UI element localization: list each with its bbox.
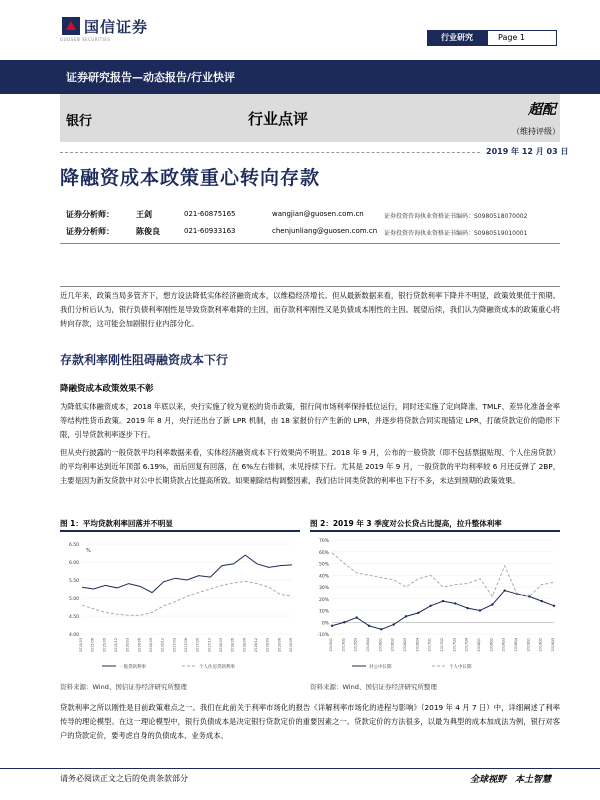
rating: 超配 bbox=[528, 102, 556, 118]
y-tick-label: 5.50 bbox=[68, 579, 79, 584]
series-line-1 bbox=[332, 591, 554, 630]
legend-label: 个人中长期 bbox=[449, 665, 472, 670]
x-tick-label: 2015/12 bbox=[114, 638, 118, 653]
figure-1-title: 图 1：平均贷款利率回落并不明显 bbox=[60, 519, 173, 528]
divider bbox=[60, 286, 560, 287]
x-tick-label: 2017Q3 bbox=[452, 638, 457, 652]
x-tick-label: 2016Q1 bbox=[378, 638, 383, 652]
figure-1-rule bbox=[60, 530, 300, 532]
slogan: 全球视野 本土智慧 bbox=[470, 775, 552, 785]
data-point bbox=[540, 600, 542, 602]
analyst-name: 王剑 bbox=[136, 210, 152, 219]
divider bbox=[60, 152, 480, 153]
footer-rule bbox=[0, 768, 600, 769]
subsection-heading: 降融资成本政策效果不彰 bbox=[60, 384, 154, 394]
analyst-phone: 021-60875165 bbox=[184, 210, 236, 218]
analyst-name: 陈俊良 bbox=[136, 227, 160, 236]
guosen-logo-icon bbox=[62, 17, 80, 35]
data-point bbox=[392, 623, 394, 625]
report-category-tag: 行业研究 bbox=[427, 30, 487, 46]
data-point bbox=[331, 625, 333, 627]
report-kind: 行业点评 bbox=[248, 110, 309, 128]
x-tick-label: 2016Q2 bbox=[390, 638, 395, 652]
figure-2-rule bbox=[310, 530, 560, 532]
analyst-email[interactable]: wangjian@guosen.com.cn bbox=[272, 210, 364, 218]
y-tick-label: 5.00 bbox=[68, 597, 79, 602]
x-tick-label: 2018/03 bbox=[219, 638, 223, 653]
x-tick-label: 2017/09 bbox=[195, 638, 200, 653]
y-tick-label: 10% bbox=[318, 609, 329, 615]
y-tick-label: 20% bbox=[318, 597, 329, 603]
x-tick-label: 2018/06 bbox=[230, 638, 235, 653]
x-tick-label: 2017Q4 bbox=[464, 638, 469, 652]
x-tick-label: 2019Q3 bbox=[551, 638, 555, 652]
info-bar bbox=[60, 94, 560, 142]
divider bbox=[60, 243, 560, 244]
x-tick-label: 2019/03 bbox=[265, 638, 270, 653]
y-tick-label: 30% bbox=[318, 586, 329, 591]
disclaimer-note: 请务必阅读正文之后的免责条款部分 bbox=[60, 774, 188, 783]
series-line-1 bbox=[82, 555, 292, 592]
x-tick-label: 2016/12 bbox=[160, 638, 165, 653]
legend-label: 对公中长期 bbox=[369, 665, 392, 670]
series-line-2 bbox=[82, 581, 292, 615]
y-tick-label: -10% bbox=[317, 633, 329, 638]
rating-note: （维持评级） bbox=[512, 127, 560, 136]
y-tick-label: 4.00 bbox=[68, 633, 79, 638]
company-name: 国信证券 bbox=[84, 18, 149, 36]
industry-label: 银行 bbox=[66, 114, 93, 129]
x-tick-label: 2018Q4 bbox=[514, 638, 518, 652]
data-point bbox=[553, 605, 555, 607]
body-paragraph: 贷款利率之所以刚性是目前政策难点之一。我们在此前关于利率市场化的报告《详解利率市场化的进程与影响》（2019 年 4 月 7 日）中，详细阐述了利率传导的理论模型。在这一理论模型中，银行负债成本是决定银行贷款定价的重要因素之一。贷款定价的方法很多，以最为典型的成本加成法为例，银行对客户的贷款定价，要考虑自身的负债成本、业务成本、 bbox=[60, 703, 560, 740]
x-tick-label: 2017Q2 bbox=[440, 638, 444, 652]
x-tick-label: 2015Q3 bbox=[353, 638, 358, 652]
x-tick-label: 2015Q1 bbox=[329, 638, 333, 652]
x-tick-label: 2015/03 bbox=[79, 638, 83, 653]
x-tick-label: 2015/09 bbox=[102, 638, 107, 653]
x-tick-label: 2016/06 bbox=[137, 638, 142, 653]
data-point bbox=[355, 616, 357, 618]
y-tick-label: 50% bbox=[318, 562, 329, 568]
x-tick-label: 2019Q2 bbox=[538, 638, 543, 652]
analyst-cert: 证券投资咨询执业资格证书编码：S0980518070002 bbox=[384, 213, 528, 220]
x-tick-label: 2015Q2 bbox=[341, 638, 346, 652]
y-tick-label: 40% bbox=[318, 574, 329, 580]
x-tick-label: 2016Q4 bbox=[415, 638, 420, 652]
y-tick-label: 4.50 bbox=[68, 615, 79, 620]
y-tick-label: 60% bbox=[318, 550, 329, 556]
x-tick-label: 2017/12 bbox=[207, 638, 212, 653]
analyst-label: 证券分析师： bbox=[66, 227, 114, 236]
page-label: Page 1 bbox=[487, 30, 557, 46]
y-tick-label: 70% bbox=[318, 539, 329, 544]
analyst-cert: 证券投资咨询执业资格证书编码：S0980519010001 bbox=[384, 230, 528, 237]
data-point bbox=[503, 589, 505, 591]
analyst-label: 证券分析师： bbox=[66, 210, 114, 219]
report-title: 降融资成本政策重心转向存款 bbox=[60, 167, 321, 189]
data-point bbox=[491, 603, 493, 605]
x-tick-label: 2019/06 bbox=[277, 638, 282, 653]
data-point bbox=[442, 600, 444, 602]
x-tick-label: 2017Q1 bbox=[427, 638, 432, 652]
data-point bbox=[429, 605, 431, 607]
figure-2-chart bbox=[310, 534, 560, 674]
legend-label: 一般贷款利率 bbox=[119, 665, 146, 670]
body-paragraph: 但从央行披露的一般贷款平均利率数据来看，实体经济融资成本下行效果尚不明显。2018 年 9 月，公布的一般贷款（即不包括票据贴现、个人住房贷款）的平均利率达到近年顶部 6.19%，而后回复有回落，在 6%左右徘徊，未见持续下行。尤其是 2019 年 9 月，一般贷款的平均利率较 6 月还反弹了 2BP，主要是因为新发贷款中对公中长期贷款占比提高所致。如果剔除结构调整因素，我们估计同类贷款的利率也下行不多，未达到预期的政策效果。 bbox=[60, 448, 560, 485]
x-tick-label: 2018/12 bbox=[254, 638, 258, 653]
x-tick-label: 2018/09 bbox=[242, 638, 247, 653]
y-tick-label: 0% bbox=[321, 621, 329, 627]
series-line-2 bbox=[332, 553, 554, 596]
figure-2-title: 图 2：2019 年 3 季度对公长贷占比提高，拉升整体利率 bbox=[310, 519, 502, 528]
figure-2-source: 资料来源：Wind、国信证券经济研究所整理 bbox=[310, 683, 437, 691]
x-tick-label: 2019Q1 bbox=[526, 638, 531, 652]
data-point bbox=[479, 609, 481, 611]
report-date: 2019 年 12 月 03 日 bbox=[486, 147, 569, 156]
data-point bbox=[417, 612, 419, 614]
data-point bbox=[454, 602, 456, 604]
figure-1-chart bbox=[60, 534, 300, 674]
report-type-text: 证券研究报告—动态报告/行业快评 bbox=[66, 71, 236, 84]
figure-1-source: 资料来源：Wind、国信证券经济研究所整理 bbox=[60, 683, 187, 691]
body-paragraph: 为降低实体融资成本，2018 年底以来，央行实施了较为宽松的货币政策，银行间市场利率保持低位运行，同时还实施了定向降准、TMLF、差异化准备金率等结构性货币政策。2019 年 8 月，央行还出台了新 LPR 机制，由 18 家报价行产生新的 LPR，并逐步将贷款合同实现锚定 LPR，打破贷款定价的隐形下限，引导贷款利率逐步下行。 bbox=[60, 402, 560, 439]
x-tick-label: 2018Q1 bbox=[477, 638, 481, 652]
x-tick-label: 2016/09 bbox=[149, 638, 153, 653]
x-tick-label: 2018Q2 bbox=[489, 638, 494, 652]
x-tick-label: 2018Q3 bbox=[501, 638, 506, 652]
summary-paragraph: 近几年来，政策当局多管齐下，想方设法降低实体经济融资成本，以维稳经济增长。但从最新数据来看，银行贷款利率下降并不明显，政策效果低于预期。我们分析后认为，银行负债利率刚性是导致贷款利率难降的主因，而存款利率刚性又是负债成本刚性的主因。展望后续，我们认为降融资成本的政策重心将转向存款，这可能会加剧银行业内部分化。 bbox=[60, 291, 560, 328]
x-tick-label: 2016Q3 bbox=[403, 638, 407, 652]
section-heading: 存款利率刚性阻碍融资成本下行 bbox=[60, 353, 229, 367]
analyst-email[interactable]: chenjunliang@guosen.com.cn bbox=[272, 227, 378, 235]
data-point bbox=[466, 607, 468, 609]
x-tick-label: 2019/09 bbox=[289, 638, 293, 653]
unit-label: % bbox=[86, 548, 91, 554]
y-tick-label: 6.50 bbox=[68, 543, 79, 548]
company-subtitle: GUOSEN SECURITIES bbox=[60, 37, 111, 42]
x-tick-label: 2017/06 bbox=[184, 638, 188, 653]
x-tick-label: 2015Q4 bbox=[366, 638, 370, 652]
data-point bbox=[405, 615, 407, 617]
data-point bbox=[368, 625, 370, 627]
x-tick-label: 2016/03 bbox=[125, 638, 130, 653]
y-tick-label: 6.00 bbox=[68, 561, 79, 566]
x-tick-label: 2015/06 bbox=[90, 638, 95, 653]
data-point bbox=[343, 621, 345, 623]
data-point bbox=[380, 628, 382, 630]
legend-label: 个人住房贷款利率 bbox=[199, 665, 235, 670]
analyst-phone: 021-60933163 bbox=[184, 227, 236, 235]
x-tick-label: 2017/03 bbox=[172, 638, 177, 653]
